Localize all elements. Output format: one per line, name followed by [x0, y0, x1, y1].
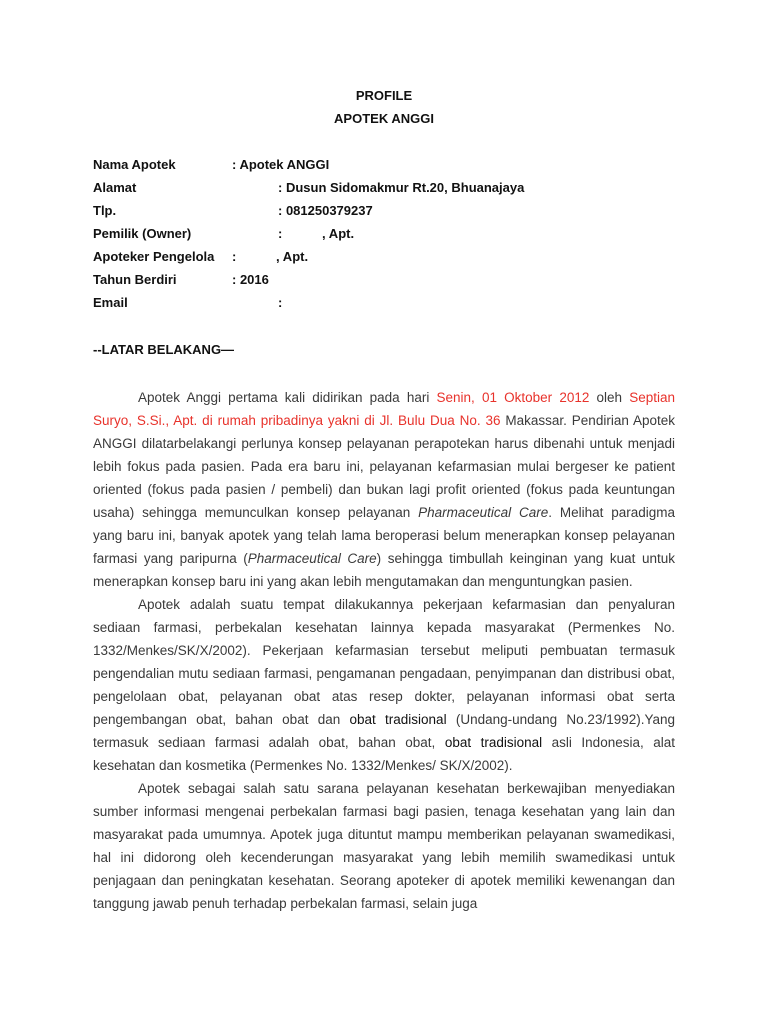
para2-text-c: (Undang-undang No.23/1992).Yang termasuk sediaan farmasi adalah obat, bahan obat,	[93, 712, 676, 750]
field-label-alamat: Alamat	[93, 180, 137, 195]
para1-date-highlight: Senin, 01 Oktober 2012	[436, 390, 590, 405]
title-profile: PROFILE	[355, 88, 413, 103]
para1-text-i: ) sehingga timbullah keinginan yang kuat untuk menerapkan konsep baru ini yang akan lebih mengutamakan dan menguntungkan pasien.	[93, 551, 675, 589]
field-value-apoteker: : , Apt.	[232, 249, 309, 264]
field-value-pemilik: : , Apt.	[278, 226, 355, 241]
paragraph-2	[93, 593, 675, 777]
field-value-alamat: : Dusun Sidomakmur Rt.20, Bhuanajaya	[278, 180, 525, 195]
para2-text-e: asli Indonesia, alat kesehatan dan kosmetika (Permenkes No. 1332/Menkes/ SK/X/2002).	[93, 735, 676, 773]
para1-term-pharmaceutical-care: Pharmaceutical Care	[418, 505, 549, 520]
title-apotek-name: APOTEK ANGGI	[334, 111, 434, 126]
para1-text-g: . Melihat paradigma yang baru ini, banyak apotek yang telah lama beroperasi belum menerapkan konsep pelayanan farmasi yang paripurna (	[93, 505, 675, 566]
para1-term-pharmaceutical-care-2: Pharmaceutical Care	[247, 551, 377, 566]
field-label-tlp: Tlp.	[93, 203, 117, 218]
para2-link-obat-tradisional[interactable]: obat tradisional	[349, 712, 447, 727]
field-value-tlp: : 081250379237	[278, 203, 373, 218]
para2-link-obat-tradisional-2[interactable]: obat tradisional	[444, 735, 543, 750]
para1-text-a: Apotek Anggi pertama kali didirikan pada hari	[138, 390, 437, 405]
paragraph-1	[93, 386, 675, 593]
field-value-nama: : Apotek ANGGI	[232, 157, 330, 172]
para1-founder-highlight: Septian Suryo, S.Si., Apt. di rumah pribadinya yakni di Jl. Bulu Dua No. 36	[93, 390, 675, 428]
para1-text-c: oleh	[589, 390, 630, 405]
field-label-pemilik: Pemilik (Owner)	[93, 226, 192, 241]
para1-text-e: Makassar. Pendirian Apotek ANGGI dilatarbelakangi perlunya konsep pelayanan perapotekan harus dibenahi untuk menjadi lebih fokus pada pasien. Pada era baru ini, pelayanan kefarmasian mulai bergeser ke patient oriented (fokus pada pasien / pembeli) dan bukan lagi profit oriented (fokus pada keuntungan usaha) sehingga memunculkan konsep pelayanan	[93, 413, 675, 520]
field-label-tahun: Tahun Berdiri	[93, 272, 177, 287]
field-value-tahun: : 2016	[232, 272, 269, 287]
field-label-email: Email	[93, 295, 128, 310]
body-text	[93, 386, 675, 915]
field-label-nama: Nama Apotek	[93, 157, 176, 172]
paragraph-3: Apotek sebagai salah satu sarana pelayanan kesehatan berkewajiban menyediakan sumber informasi mengenai perbekalan farmasi bagi pasien, tenaga kesehatan yang lain dan masyarakat pada umumnya. Apotek juga dituntut mampu memberikan pelayanan swamedikasi, hal ini didorong oleh kecenderungan masyarakat yang lebih memilih swamedikasi untuk penjagaan dan peningkatan kesehatan. Seorang apoteker di apotek memiliki kewenangan dan tanggung jawab penuh terhadap perbekalan farmasi, selain juga	[93, 781, 675, 911]
field-value-email: :	[278, 295, 283, 310]
section-heading-latar-belakang: --LATAR BELAKANG—	[93, 342, 235, 357]
para2-text-a: Apotek adalah suatu tempat dilakukannya pekerjaan kefarmasian dan penyaluran sediaan farmasi, perbekalan kesehatan lainnya kepada masyarakat (Permenkes No. 1332/Menkes/SK/X/2002). Pekerjaan kefarmasian tersebut meliputi pembuatan termasuk pengendalian mutu sediaan farmasi, pengamanan pengadaan, penyimpanan dan distribusi obat, pengelolaan obat, pelayanan obat atas resep dokter, pelayanan informasi obat serta pengembangan obat, bahan obat dan	[93, 597, 675, 727]
field-label-apoteker: Apoteker Pengelola	[93, 249, 215, 264]
